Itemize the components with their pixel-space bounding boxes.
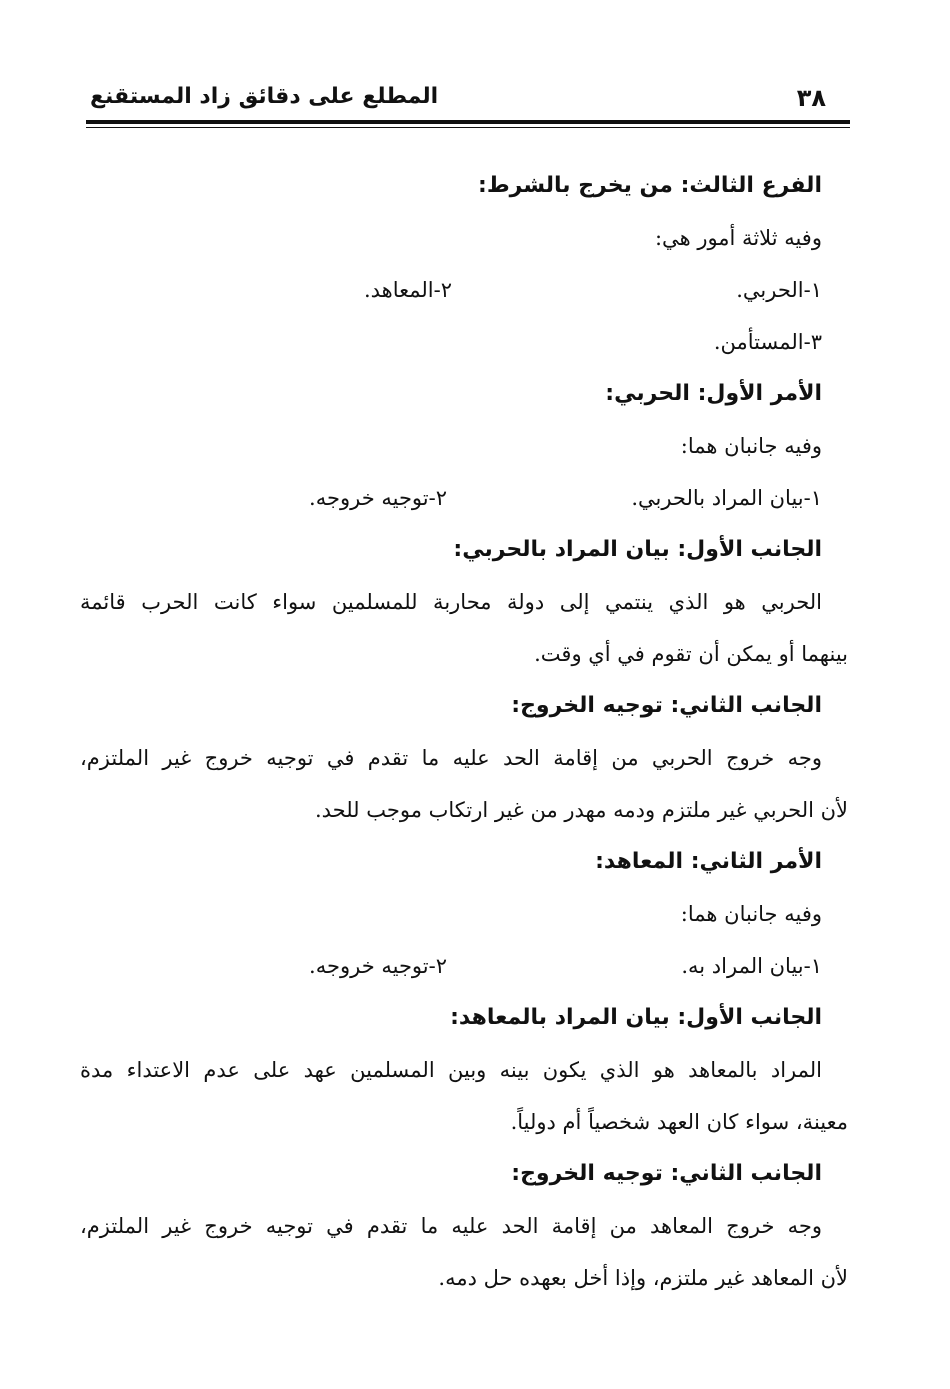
header-rule-thin [86, 127, 850, 128]
list-item: ٢-توجيه خروجه. [309, 954, 447, 978]
paragraph-line: المراد بالمعاهد هو الذي يكون بينه وبين المسلمين عهد على عدم الاعتداء مدة [80, 1058, 822, 1082]
section-intro: وفيه ثلاثة أمور هي: [654, 226, 822, 250]
header-rule-thick [86, 120, 850, 124]
list-item: ١-الحربي. [736, 278, 822, 302]
subheading: الجانب الثاني: توجيه الخروج: [511, 693, 822, 718]
list-item: ٣-المستأمن. [713, 330, 822, 354]
subheading: الأمر الثاني: المعاهد: [595, 849, 822, 874]
list-item: ٢-المعاهد. [363, 278, 452, 302]
list-row [84, 940, 822, 992]
page-body [80, 160, 848, 1304]
page-header [86, 78, 834, 120]
paragraph-line: معينة، سواء كان العهد شخصياً أم دولياً. [510, 1110, 848, 1134]
list-item: ١-بيان المراد به. [681, 954, 822, 978]
paragraph-line: وجه خروج المعاهد من إقامة الحد عليه ما تقدم في توجيه خروج غير الملتزم، [80, 1214, 822, 1238]
paragraph: وفيه جانبان هما: [680, 434, 822, 458]
paragraph-line: بينهما أو يمكن أن تقوم في أي وقت. [534, 642, 848, 666]
paragraph-line: الحربي هو الذي ينتمي إلى دولة محاربة للمسلمين سواء كانت الحرب قائمة [80, 590, 822, 614]
list-item: ٢-توجيه خروجه. [309, 486, 447, 510]
list-item: ١-بيان المراد بالحربي. [631, 486, 822, 510]
page-number: ٣٨ [796, 84, 826, 112]
paragraph: وفيه جانبان هما: [680, 902, 822, 926]
paragraph-line: لأن الحربي غير ملتزم ودمه مهدر من غير ارتكاب موجب للحد. [314, 798, 848, 822]
section-heading: الفرع الثالث: من يخرج بالشرط: [478, 173, 822, 198]
subheading: الجانب الأول: بيان المراد بالمعاهد: [450, 1005, 822, 1030]
list-row [84, 472, 822, 524]
subheading: الجانب الأول: بيان المراد بالحربي: [453, 537, 822, 562]
subheading: الجانب الثاني: توجيه الخروج: [511, 1161, 822, 1186]
running-title: المطلع على دقائق زاد المستقنع [90, 84, 439, 109]
paragraph-line: لأن المعاهد غير ملتزم، وإذا أخل بعهده حل دمه. [438, 1266, 848, 1290]
subheading: الأمر الأول: الحربي: [605, 381, 822, 406]
paragraph-line: وجه خروج الحربي من إقامة الحد عليه ما تقدم في توجيه خروج غير الملتزم، [80, 746, 822, 770]
list-row [84, 264, 822, 316]
